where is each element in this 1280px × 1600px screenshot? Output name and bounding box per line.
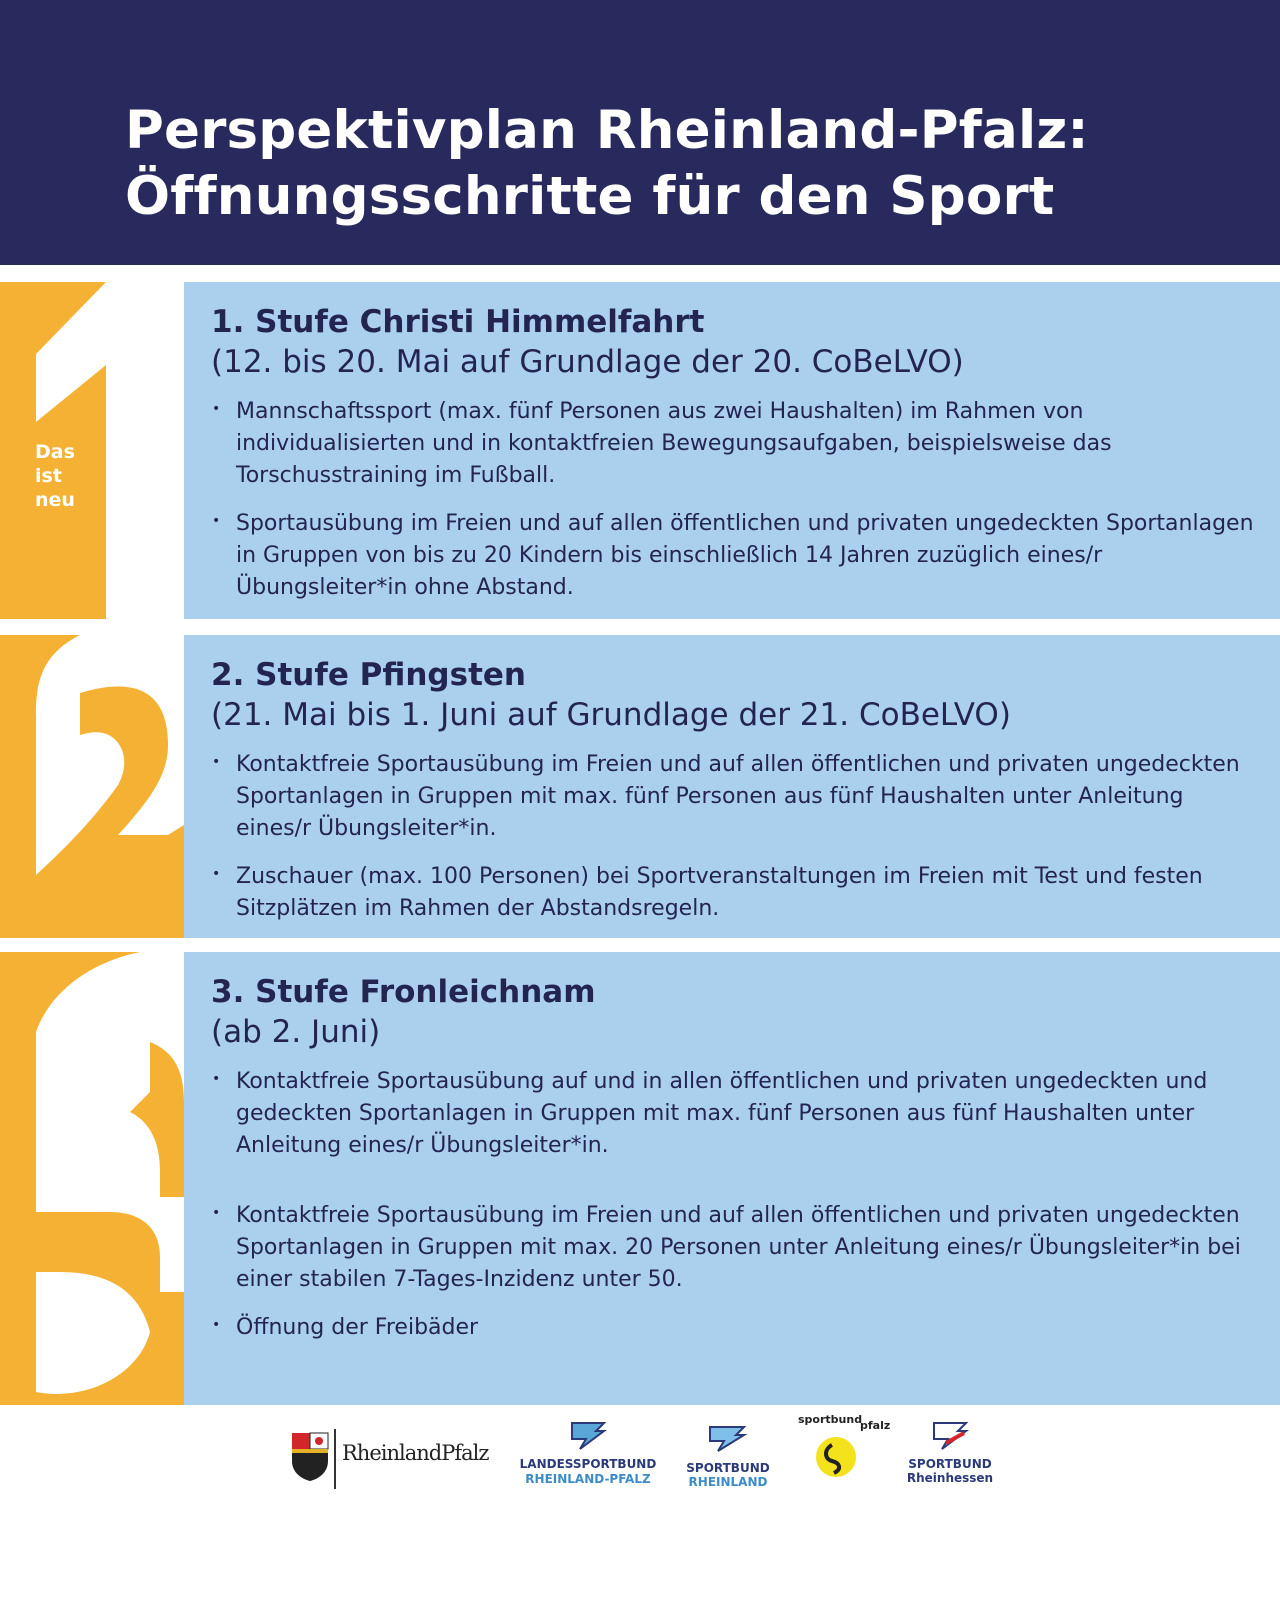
list-item: • Kontaktfreie Sportausübung im Freien und auf allen öffentlichen und privaten ungedeckten Sportanlagen in Gruppen mit max. 20 Personen unter Anleitung eines/r Übungsleiter*in bei einer stabilen 7-Tages-Inzidenz unter 50.: [211, 1200, 1260, 1296]
header-banner: [0, 0, 1280, 265]
landessportbund-logo: [518, 1419, 658, 1499]
stage-2-number-graphic: [0, 635, 184, 938]
stage-2-list: [211, 749, 1260, 925]
coat-of-arms-icon: [290, 1431, 330, 1483]
rlp-wordmark: RheinlandPfalz: [342, 1441, 489, 1465]
stage-1-subtitle: (12. bis 20. Mai auf Grundlage der 20. CoBeLVO): [211, 344, 964, 380]
partner-logos: [0, 1405, 1280, 1515]
sbp-ball-icon: [814, 1435, 858, 1479]
title-line-1: Perspektivplan Rheinland-Pfalz:: [125, 100, 1089, 161]
sbr-line-2: RHEINLAND: [688, 1475, 768, 1489]
stage-3-subtitle: (ab 2. Juni): [211, 1014, 381, 1050]
sbrh-line-1: SPORTBUND: [908, 1457, 992, 1471]
sbr-icon: [702, 1421, 752, 1455]
stage-3-title: 3. Stufe Fronleichnam: [211, 974, 596, 1010]
stage-2-subtitle: (21. Mai bis 1. Juni auf Grundlage der 21. CoBeLVO): [211, 697, 1011, 733]
sportbund-rheinhessen-logo: [900, 1417, 1000, 1497]
rheinland-pfalz-logo: [290, 1427, 490, 1497]
list-item: • Sportausübung im Freien und auf allen öffentlichen und privaten ungedeckten Sportanlagen in Gruppen von bis zu 20 Kindern bis einschließlich 14 Jahren zuzüglich eines/r Übungsleiter*in ohne Abstand.: [211, 508, 1260, 604]
list-item: • Öffnung der Freibäder: [211, 1312, 1260, 1344]
stage-3-card: [184, 952, 1280, 1405]
stage-2-title: 2. Stufe Pfingsten: [211, 657, 526, 693]
list-item: • Zuschauer (max. 100 Personen) bei Sportveranstaltungen im Freien mit Test und festen Sitzplätzen im Rahmen der Abstandsregeln.: [211, 861, 1260, 925]
lsb-icon: [566, 1419, 610, 1453]
stage-1-new-label: Das ist neu: [35, 441, 75, 511]
sbp-text-a: sportbund: [798, 1413, 863, 1426]
sbr-line-1: SPORTBUND: [686, 1461, 770, 1475]
title-line-2: Öffnungsschritte für den Sport: [125, 166, 1055, 227]
page-title: [125, 98, 1089, 230]
stage-2-card: [184, 635, 1280, 938]
sportbund-pfalz-logo: [796, 1413, 896, 1503]
sbp-text-b: pfalz: [860, 1419, 891, 1432]
sbrh-line-2: Rheinhessen: [906, 1471, 994, 1485]
sportbund-rheinland-logo: [678, 1419, 778, 1499]
stage-3-number-graphic: [0, 952, 184, 1405]
lsb-line-1: LANDESSPORTBUND: [519, 1457, 657, 1471]
list-item: • Mannschaftssport (max. fünf Personen aus zwei Haushalten) im Rahmen von individualisierten und in kontaktfreien Bewegungsaufgaben, beispielsweise das Torschusstraining im Fußball.: [211, 396, 1260, 492]
stage-1-list: [211, 396, 1260, 604]
sbrh-icon: [928, 1417, 972, 1453]
lsb-line-2: RHEINLAND-PFALZ: [525, 1472, 651, 1486]
stage-1-card: [184, 282, 1280, 619]
list-item: • Kontaktfreie Sportausübung auf und in allen öffentlichen und privaten ungedeckten und gedeckten Sportanlagen in Gruppen mit max. fünf Personen aus fünf Haushalten unter Anleitung eines/r Übungsleiter*in.: [211, 1066, 1260, 1162]
list-item: • Kontaktfreie Sportausübung im Freien und auf allen öffentlichen und privaten ungedeckten Sportanlagen in Gruppen mit max. fünf Personen aus fünf Haushalten unter Anleitung eines/r Übungsleiter*in.: [211, 749, 1260, 845]
stage-3-list: [211, 1066, 1260, 1344]
stage-2-new-label: Das ist neu: [35, 730, 75, 800]
stage-1-title: 1. Stufe Christi Himmelfahrt: [211, 304, 705, 340]
stage-3-new-label: Das ist neu: [35, 1097, 75, 1167]
stage-1-number-graphic: [0, 282, 184, 619]
